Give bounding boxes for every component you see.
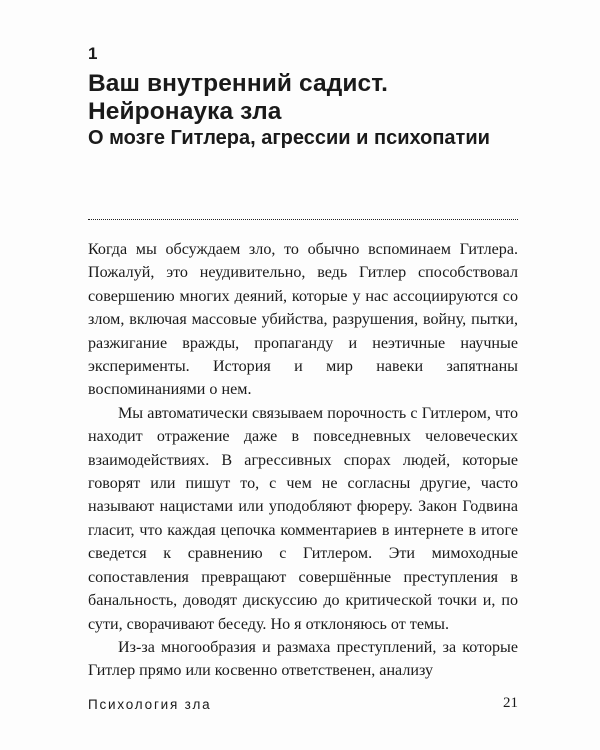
paragraph: Мы автоматически связываем порочность с Гитлером, что находит отражение даже в повседневных человеческих взаимодействиях. В агрессивных спорах людей, которые говорят или пишут то, с чем не согласны другие, часто называют нацистами или уподобляют фюреру. Закон Годвина гласит, что каждая цепочка комментариев в интернете в итоге сведется к сравнению с Гитлером. Эти мимоходные сопоставления превращают совершённые преступления в банальность, доводят дискуссию до критической точки и, по сути, сворачивают беседу. Но я отклоняюсь от темы. — [88, 404, 518, 633]
page-number: 21 — [503, 695, 518, 711]
dotted-divider — [88, 219, 518, 220]
body-text — [88, 238, 518, 683]
chapter-title: Ваш внутренний садист. Нейронаука зла — [88, 70, 389, 125]
chapter-number: 1 — [88, 44, 98, 63]
chapter-subtitle: О мозге Гитлера, агрессии и психопатии — [88, 127, 490, 149]
paragraph: Когда мы обсуждаем зло, то обычно вспоминаем Гитлера. Пожалуй, это неудивительно, ведь Гитлер способствовал совершению многих деяний, которые у нас ассоциируются со злом, включая массовые убийства, разрушения, войну, пытки, разжигание вражды, пропаганду и неэтичные научные эксперименты. История и мир навеки запятнаны воспоминаниями о нем. — [88, 241, 518, 399]
paragraph: Из-за многообразия и размаха преступлений, за которые Гитлер прямо или косвенно ответственен, анализу — [88, 638, 518, 680]
running-footer-title: Психология зла — [88, 697, 212, 712]
